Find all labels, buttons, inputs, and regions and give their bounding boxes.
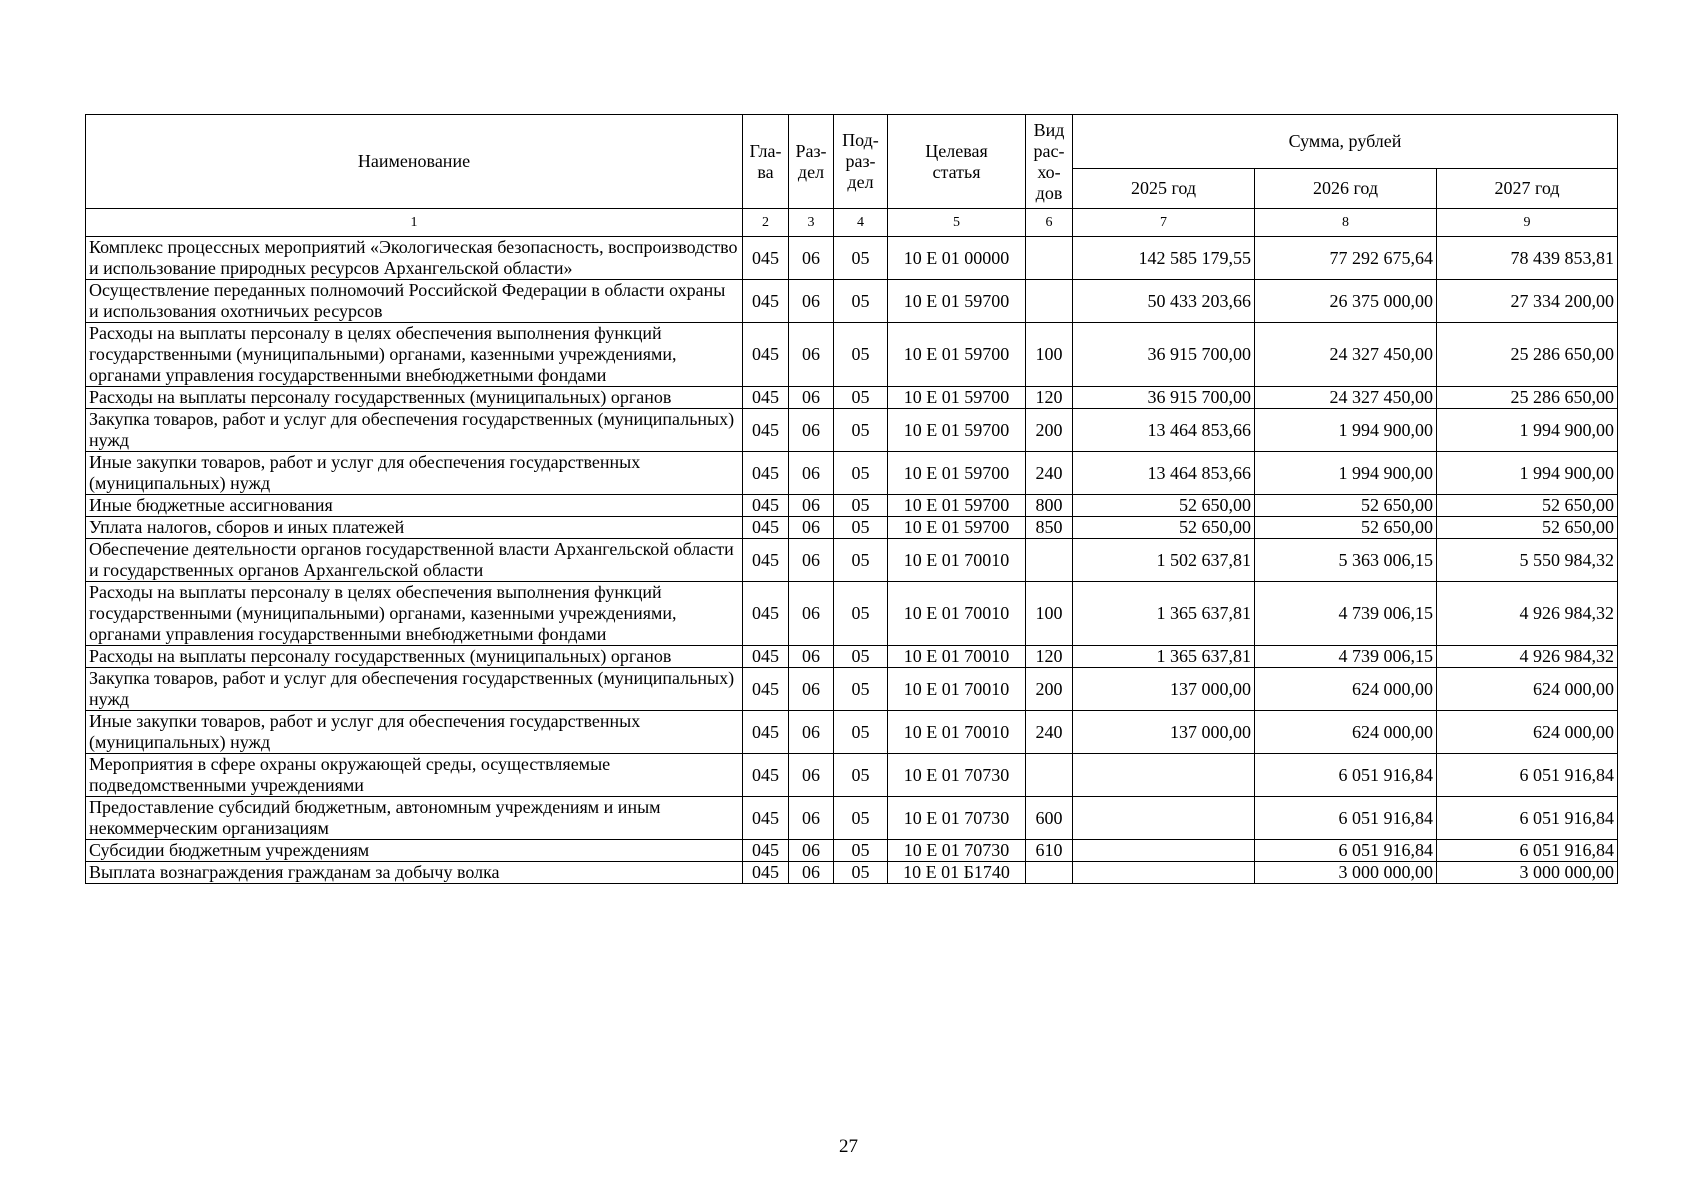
row-amount-2025: 36 915 700,00 (1073, 323, 1255, 387)
row-name: Иные закупки товаров, работ и услуг для обеспечения государственных (муниципальных) нужд (86, 711, 743, 754)
row-target-article: 10 Е 01 59700 (888, 409, 1026, 452)
row-amount-2027: 6 051 916,84 (1437, 840, 1618, 862)
table-row (86, 539, 1618, 582)
header-sum: Сумма, рублей (1073, 115, 1618, 169)
row-amount-2025: 1 365 637,81 (1073, 646, 1255, 668)
column-number: 2 (743, 209, 789, 237)
row-glava: 045 (743, 711, 789, 754)
row-name: Комплекс процессных мероприятий «Экологическая безопасность, воспроизводство и использование природных ресурсов Архангельской области» (86, 237, 743, 280)
row-amount-2027: 624 000,00 (1437, 711, 1618, 754)
header-glava: Гла- ва (743, 115, 789, 209)
row-glava: 045 (743, 280, 789, 323)
row-podrazdel: 05 (834, 409, 888, 452)
row-glava: 045 (743, 409, 789, 452)
row-name: Осуществление переданных полномочий Российской Федерации в области охраны и использования охотничьих ресурсов (86, 280, 743, 323)
row-amount-2027: 25 286 650,00 (1437, 387, 1618, 409)
row-target-article: 10 Е 01 59700 (888, 452, 1026, 495)
row-expense-type (1026, 539, 1073, 582)
row-podrazdel: 05 (834, 840, 888, 862)
row-expense-type: 100 (1026, 582, 1073, 646)
row-glava: 045 (743, 539, 789, 582)
table-body (86, 237, 1618, 884)
row-podrazdel: 05 (834, 862, 888, 884)
row-amount-2026: 6 051 916,84 (1255, 840, 1437, 862)
column-number: 5 (888, 209, 1026, 237)
table-row (86, 862, 1618, 884)
row-amount-2027: 52 650,00 (1437, 495, 1618, 517)
row-amount-2025: 137 000,00 (1073, 711, 1255, 754)
row-glava: 045 (743, 582, 789, 646)
row-amount-2026: 5 363 006,15 (1255, 539, 1437, 582)
row-target-article: 10 Е 01 Б1740 (888, 862, 1026, 884)
table-row (86, 387, 1618, 409)
row-amount-2027: 27 334 200,00 (1437, 280, 1618, 323)
row-target-article: 10 Е 01 70010 (888, 711, 1026, 754)
header-target: Целевая статья (888, 115, 1026, 209)
row-amount-2025: 13 464 853,66 (1073, 409, 1255, 452)
row-podrazdel: 05 (834, 517, 888, 539)
table-row (86, 668, 1618, 711)
row-expense-type: 200 (1026, 409, 1073, 452)
row-amount-2026: 26 375 000,00 (1255, 280, 1437, 323)
row-razdel: 06 (789, 495, 834, 517)
row-amount-2026: 1 994 900,00 (1255, 452, 1437, 495)
row-amount-2026: 4 739 006,15 (1255, 582, 1437, 646)
header-podrazdel: Под- раз- дел (834, 115, 888, 209)
row-podrazdel: 05 (834, 797, 888, 840)
row-amount-2025: 36 915 700,00 (1073, 387, 1255, 409)
row-expense-type: 240 (1026, 711, 1073, 754)
column-number: 7 (1073, 209, 1255, 237)
table-row (86, 797, 1618, 840)
row-amount-2027: 4 926 984,32 (1437, 582, 1618, 646)
row-amount-2026: 24 327 450,00 (1255, 323, 1437, 387)
column-number: 6 (1026, 209, 1073, 237)
row-razdel: 06 (789, 280, 834, 323)
table-row (86, 409, 1618, 452)
row-glava: 045 (743, 754, 789, 797)
row-razdel: 06 (789, 323, 834, 387)
column-number: 1 (86, 209, 743, 237)
row-target-article: 10 Е 01 59700 (888, 517, 1026, 539)
row-target-article: 10 Е 01 70730 (888, 754, 1026, 797)
column-number: 3 (789, 209, 834, 237)
row-razdel: 06 (789, 754, 834, 797)
row-razdel: 06 (789, 646, 834, 668)
row-razdel: 06 (789, 452, 834, 495)
row-podrazdel: 05 (834, 668, 888, 711)
row-amount-2027: 1 994 900,00 (1437, 452, 1618, 495)
row-amount-2027: 25 286 650,00 (1437, 323, 1618, 387)
row-name: Мероприятия в сфере охраны окружающей среды, осуществляемые подведомственными учреждениями (86, 754, 743, 797)
row-name: Расходы на выплаты персоналу в целях обеспечения выполнения функций государственными (муниципальными) органами, казенными учреждениями, органами управления государственными внебюджетными фондами (86, 323, 743, 387)
row-expense-type: 240 (1026, 452, 1073, 495)
table-row (86, 280, 1618, 323)
row-target-article: 10 Е 01 70730 (888, 797, 1026, 840)
row-podrazdel: 05 (834, 646, 888, 668)
page-number: 27 (839, 1136, 858, 1157)
row-podrazdel: 05 (834, 237, 888, 280)
row-amount-2027: 4 926 984,32 (1437, 646, 1618, 668)
row-glava: 045 (743, 387, 789, 409)
header-year-2026: 2026 год (1255, 169, 1437, 209)
row-name: Уплата налогов, сборов и иных платежей (86, 517, 743, 539)
header-year-2025: 2025 год (1073, 169, 1255, 209)
row-podrazdel: 05 (834, 539, 888, 582)
row-expense-type (1026, 237, 1073, 280)
row-target-article: 10 Е 01 59700 (888, 280, 1026, 323)
row-name: Субсидии бюджетным учреждениям (86, 840, 743, 862)
row-name: Иные закупки товаров, работ и услуг для обеспечения государственных (муниципальных) нужд (86, 452, 743, 495)
row-glava: 045 (743, 323, 789, 387)
row-amount-2027: 6 051 916,84 (1437, 797, 1618, 840)
row-expense-type: 100 (1026, 323, 1073, 387)
row-name: Обеспечение деятельности органов государственной власти Архангельской области и государственных органов Архангельской области (86, 539, 743, 582)
row-amount-2025: 137 000,00 (1073, 668, 1255, 711)
header-vid: Вид рас- хо- дов (1026, 115, 1073, 209)
header-year-2027: 2027 год (1437, 169, 1618, 209)
row-name: Предоставление субсидий бюджетным, автономным учреждениям и иным некоммерческим организациям (86, 797, 743, 840)
row-amount-2025 (1073, 797, 1255, 840)
row-expense-type: 200 (1026, 668, 1073, 711)
column-number: 4 (834, 209, 888, 237)
row-podrazdel: 05 (834, 323, 888, 387)
row-razdel: 06 (789, 582, 834, 646)
header-razdel: Раз- дел (789, 115, 834, 209)
row-target-article: 10 Е 01 59700 (888, 323, 1026, 387)
row-target-article: 10 Е 01 70010 (888, 539, 1026, 582)
row-glava: 045 (743, 646, 789, 668)
row-razdel: 06 (789, 862, 834, 884)
row-amount-2025: 1 365 637,81 (1073, 582, 1255, 646)
row-amount-2025: 50 433 203,66 (1073, 280, 1255, 323)
row-name: Расходы на выплаты персоналу государственных (муниципальных) органов (86, 387, 743, 409)
row-amount-2025 (1073, 840, 1255, 862)
row-podrazdel: 05 (834, 495, 888, 517)
row-amount-2026: 52 650,00 (1255, 517, 1437, 539)
table-row (86, 237, 1618, 280)
row-amount-2026: 24 327 450,00 (1255, 387, 1437, 409)
row-target-article: 10 Е 01 70010 (888, 646, 1026, 668)
row-amount-2025: 52 650,00 (1073, 495, 1255, 517)
row-amount-2026: 624 000,00 (1255, 668, 1437, 711)
column-number: 8 (1255, 209, 1437, 237)
table-row (86, 495, 1618, 517)
table-row (86, 754, 1618, 797)
row-expense-type (1026, 754, 1073, 797)
row-amount-2027: 1 994 900,00 (1437, 409, 1618, 452)
row-razdel: 06 (789, 711, 834, 754)
row-amount-2026: 77 292 675,64 (1255, 237, 1437, 280)
row-target-article: 10 Е 01 70010 (888, 582, 1026, 646)
row-glava: 045 (743, 517, 789, 539)
row-glava: 045 (743, 862, 789, 884)
table-row (86, 452, 1618, 495)
row-amount-2026: 52 650,00 (1255, 495, 1437, 517)
budget-table (85, 114, 1618, 884)
row-expense-type: 120 (1026, 646, 1073, 668)
row-razdel: 06 (789, 387, 834, 409)
row-target-article: 10 Е 01 70730 (888, 840, 1026, 862)
row-glava: 045 (743, 452, 789, 495)
row-razdel: 06 (789, 237, 834, 280)
row-target-article: 10 Е 01 70010 (888, 668, 1026, 711)
row-razdel: 06 (789, 668, 834, 711)
row-amount-2025: 142 585 179,55 (1073, 237, 1255, 280)
row-target-article: 10 Е 01 00000 (888, 237, 1026, 280)
row-name: Расходы на выплаты персоналу государственных (муниципальных) органов (86, 646, 743, 668)
column-number: 9 (1437, 209, 1618, 237)
row-amount-2027: 624 000,00 (1437, 668, 1618, 711)
row-amount-2025: 13 464 853,66 (1073, 452, 1255, 495)
row-amount-2027: 6 051 916,84 (1437, 754, 1618, 797)
row-razdel: 06 (789, 840, 834, 862)
row-name: Закупка товаров, работ и услуг для обеспечения государственных (муниципальных) нужд (86, 409, 743, 452)
row-target-article: 10 Е 01 59700 (888, 387, 1026, 409)
row-name: Расходы на выплаты персоналу в целях обеспечения выполнения функций государственными (муниципальными) органами, казенными учреждениями, органами управления государственными внебюджетными фондами (86, 582, 743, 646)
header-row (86, 115, 1618, 169)
row-amount-2026: 1 994 900,00 (1255, 409, 1437, 452)
row-razdel: 06 (789, 409, 834, 452)
table-row (86, 323, 1618, 387)
row-amount-2025: 52 650,00 (1073, 517, 1255, 539)
table-row (86, 582, 1618, 646)
row-glava: 045 (743, 668, 789, 711)
row-expense-type: 610 (1026, 840, 1073, 862)
row-amount-2026: 3 000 000,00 (1255, 862, 1437, 884)
row-podrazdel: 05 (834, 387, 888, 409)
table-row (86, 711, 1618, 754)
row-amount-2026: 624 000,00 (1255, 711, 1437, 754)
row-glava: 045 (743, 495, 789, 517)
row-glava: 045 (743, 237, 789, 280)
row-glava: 045 (743, 840, 789, 862)
row-expense-type: 800 (1026, 495, 1073, 517)
row-name: Закупка товаров, работ и услуг для обеспечения государственных (муниципальных) нужд (86, 668, 743, 711)
table-row (86, 840, 1618, 862)
row-razdel: 06 (789, 797, 834, 840)
row-expense-type: 600 (1026, 797, 1073, 840)
row-name: Иные бюджетные ассигнования (86, 495, 743, 517)
row-glava: 045 (743, 797, 789, 840)
row-name: Выплата вознаграждения гражданам за добычу волка (86, 862, 743, 884)
column-number-row (86, 209, 1618, 237)
row-amount-2026: 6 051 916,84 (1255, 797, 1437, 840)
row-expense-type (1026, 280, 1073, 323)
row-target-article: 10 Е 01 59700 (888, 495, 1026, 517)
row-amount-2025 (1073, 862, 1255, 884)
row-podrazdel: 05 (834, 452, 888, 495)
row-amount-2026: 4 739 006,15 (1255, 646, 1437, 668)
row-podrazdel: 05 (834, 280, 888, 323)
row-amount-2027: 52 650,00 (1437, 517, 1618, 539)
table-row (86, 646, 1618, 668)
row-podrazdel: 05 (834, 582, 888, 646)
row-amount-2027: 5 550 984,32 (1437, 539, 1618, 582)
header-name: Наименование (86, 115, 743, 209)
row-amount-2026: 6 051 916,84 (1255, 754, 1437, 797)
row-podrazdel: 05 (834, 711, 888, 754)
row-amount-2027: 3 000 000,00 (1437, 862, 1618, 884)
row-amount-2027: 78 439 853,81 (1437, 237, 1618, 280)
row-amount-2025 (1073, 754, 1255, 797)
row-razdel: 06 (789, 539, 834, 582)
row-expense-type (1026, 862, 1073, 884)
row-expense-type: 850 (1026, 517, 1073, 539)
row-razdel: 06 (789, 517, 834, 539)
table-row (86, 517, 1618, 539)
row-podrazdel: 05 (834, 754, 888, 797)
row-expense-type: 120 (1026, 387, 1073, 409)
row-amount-2025: 1 502 637,81 (1073, 539, 1255, 582)
